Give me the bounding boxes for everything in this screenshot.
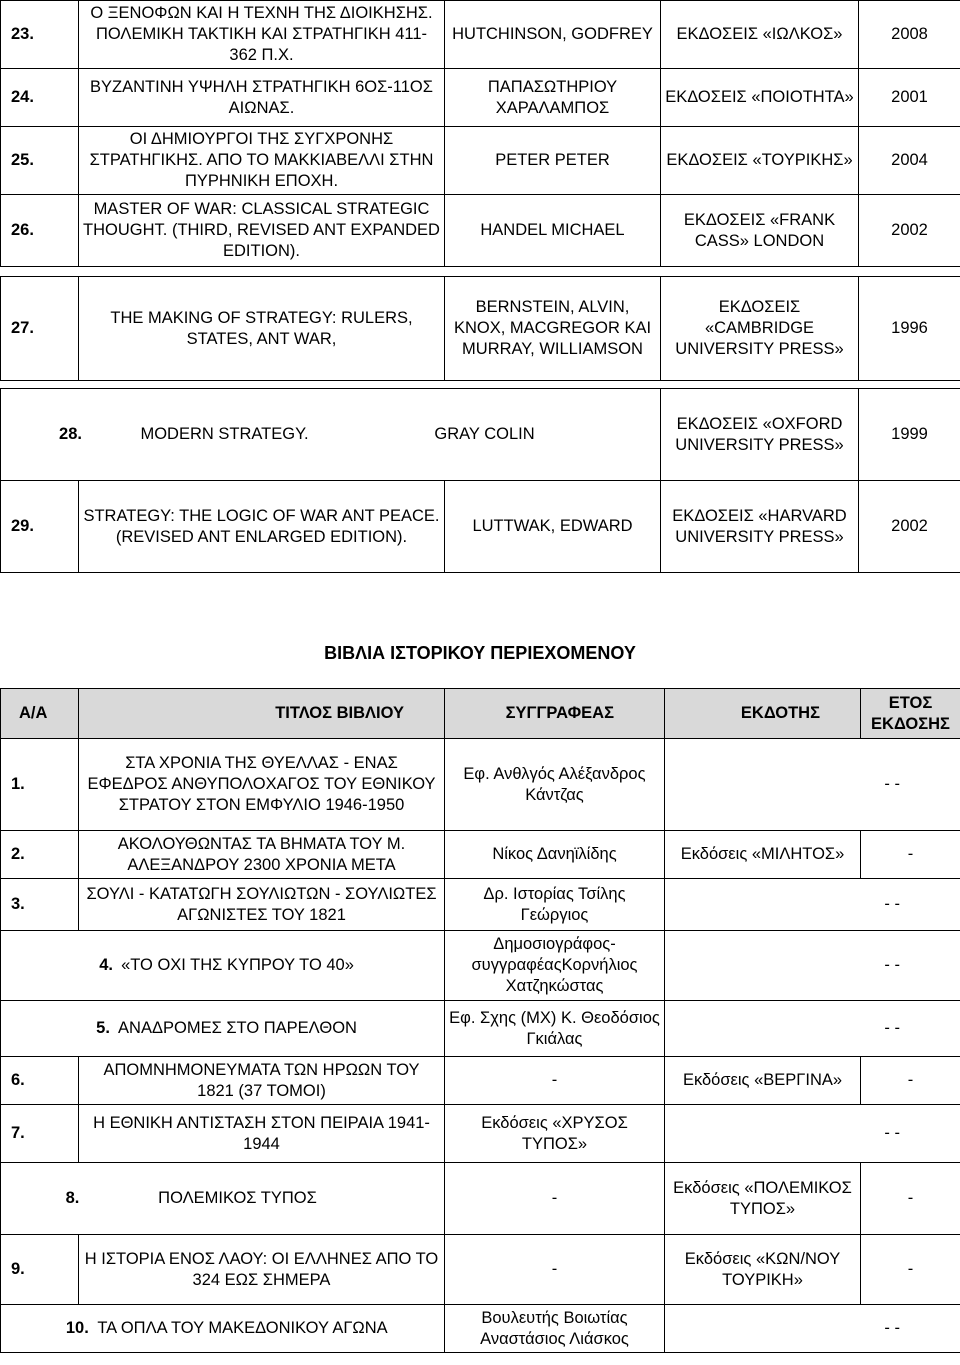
book-title: Η ΕΘΝΙΚΗ ΑΝΤΙΣΤΑΣΗ ΣΤΟΝ ΠΕΙΡΑΙΑ 1941-1944: [79, 1105, 445, 1163]
strategy-books-table-rows28-29: [0, 388, 960, 573]
row-number: 7.: [1, 1105, 79, 1163]
book-year: -: [894, 956, 900, 974]
book-title: MASTER OF WAR: CLASSICAL STRATEGIC THOUGHT. (THIRD, REVISED ANT EXPANDED EDITION).: [79, 195, 445, 267]
row-number: 6.: [1, 1057, 79, 1105]
table-row: [1, 1163, 960, 1235]
book-title: MODERN STRATEGY.: [140, 425, 309, 443]
book-year: -: [861, 1057, 960, 1105]
book-publisher: Εκδόσεις «ΚΩΝ/ΝΟΥ ΤΟΥΡΙΚΗ»: [665, 1235, 861, 1305]
row-8-combined: [1, 1163, 445, 1235]
book-publisher: Εκδόσεις «ΠΟΛΕΜΙΚΟΣ ΤΥΠΟΣ»: [665, 1163, 861, 1235]
book-author: Εκδόσεις «ΧΡΥΣΟΣ ΤΥΠΟΣ»: [445, 1105, 665, 1163]
strategy-books-table-top: [0, 0, 960, 267]
book-year: -: [861, 1235, 960, 1305]
book-title: ΑΠΟΜΝΗΜΟΝΕΥΜΑΤΑ ΤΩΝ ΗΡΩΩΝ ΤΟΥ 1821 (37 ΤΟΜΟΙ): [79, 1057, 445, 1105]
table-row: [1, 277, 960, 381]
book-year: -: [894, 1019, 900, 1037]
book-author: BERNSTEIN, ALVIN, KNOX, MACGREGOR ΚΑΙ MURRAY, WILLIAMSON: [445, 277, 661, 381]
book-author: HANDEL MICHAEL: [445, 195, 661, 267]
row-number: 2.: [1, 831, 79, 879]
book-author: Δημοσιογράφος-συγγραφέαςΚορνήλιος Χατζηκώστας: [445, 931, 665, 1001]
history-books-table: [0, 688, 960, 1353]
book-publisher: ΕΚΔΟΣΕΙΣ «ΙΩΛΚΟΣ»: [661, 1, 859, 69]
table-row: [1, 69, 960, 127]
book-title: ΠΟΛΕΜΙΚΟΣ ΤΥΠΟΣ: [158, 1189, 317, 1207]
book-author: LUTTWAK, EDWARD: [445, 481, 661, 573]
table-row: [1, 1235, 960, 1305]
row-number: 25.: [1, 127, 79, 195]
book-publisher: ΕΚΔΟΣΕΙΣ «HARVARD UNIVERSITY PRESS»: [661, 481, 859, 573]
book-year: 2002: [859, 481, 960, 573]
book-publisher-year: [665, 879, 960, 931]
table-row: [1, 1105, 960, 1163]
book-title: STRATEGY: THE LOGIC OF WAR ANT PEACE. (REVISED ANT ENLARGED EDITION).: [79, 481, 445, 573]
table-row: [1, 739, 960, 831]
book-publisher: Εκδόσεις «ΜΙΛΗΤΟΣ»: [665, 831, 861, 879]
book-title: ΤΑ ΟΠΛΑ ΤΟΥ ΜΑΚΕΔΟΝΙΚΟΥ ΑΓΩΝΑ: [97, 1319, 388, 1337]
row-number: 24.: [1, 69, 79, 127]
book-title: ΑΚΟΛΟΥΘΩΝΤΑΣ ΤΑ ΒΗΜΑΤΑ ΤΟΥ Μ. ΑΛΕΞΑΝΔΡΟΥ 2300 ΧΡΟΝΙΑ ΜΕΤΑ: [79, 831, 445, 879]
book-publisher: -: [884, 1019, 890, 1037]
header-title: ΤΙΤΛΟΣ ΒΙΒΛΙΟΥ: [79, 689, 445, 739]
row-number: 23.: [1, 1, 79, 69]
table-row: [1, 831, 960, 879]
row-number: 1.: [1, 739, 79, 831]
book-title: ΒΥΖΑΝΤΙΝΗ ΥΨΗΛΗ ΣΤΡΑΤΗΓΙΚΗ 6ΟΣ-11ΟΣ ΑΙΩΝΑΣ.: [79, 69, 445, 127]
row-number: 5.: [96, 1019, 110, 1037]
header-num: Α/Α: [1, 689, 79, 739]
book-publisher: ΕΚΔΟΣΕΙΣ «ΠΟΙΟΤΗΤΑ»: [661, 69, 859, 127]
book-year: -: [894, 775, 900, 793]
book-author: -: [445, 1057, 665, 1105]
book-publisher-year: [665, 739, 960, 831]
book-author: GRAY COLIN: [434, 425, 535, 443]
book-year: 2004: [859, 127, 960, 195]
book-publisher: Εκδόσεις «ΒΕΡΓΙΝΑ»: [665, 1057, 861, 1105]
book-publisher: ΕΚΔΟΣΕΙΣ «CAMBRIDGE UNIVERSITY PRESS»: [661, 277, 859, 381]
header-publisher: ΕΚΔΟΤΗΣ: [665, 689, 861, 739]
book-year: -: [894, 895, 900, 913]
header-author: ΣΥΓΓΡΑΦΕΑΣ: [445, 689, 665, 739]
book-publisher: -: [884, 1319, 890, 1337]
row-10-combined: [1, 1305, 445, 1353]
row-number: 10.: [65, 1319, 89, 1337]
book-title: ΑΝΑΔΡΟΜΕΣ ΣΤΟ ΠΑΡΕΛΘΟΝ: [118, 1019, 357, 1037]
book-publisher: ΕΚΔΟΣΕΙΣ «FRANK CASS» LONDON: [661, 195, 859, 267]
book-title: Η ΙΣΤΟΡΙΑ ΕΝΟΣ ΛΑΟΥ: ΟΙ ΕΛΛΗΝΕΣ ΑΠΟ ΤΟ 324 ΕΩΣ ΣΗΜΕΡΑ: [79, 1235, 445, 1305]
table-header-row: [1, 689, 960, 739]
book-year: 2002: [859, 195, 960, 267]
section-title: ΒΙΒΛΙΑ ΙΣΤΟΡΙΚΟΥ ΠΕΡΙΕΧΟΜΕΝΟΥ: [324, 643, 636, 663]
book-publisher: -: [884, 895, 890, 913]
table-row: [1, 879, 960, 931]
table-row: [1, 931, 960, 1001]
header-year: ΕΤΟΣ ΕΚΔΟΣΗΣ: [861, 689, 960, 739]
table-row: [1, 127, 960, 195]
book-author: -: [445, 1235, 665, 1305]
row-number: 4.: [99, 956, 113, 974]
book-author: Εφ. Ανθλγός Αλέξανδρος Κάντζας: [445, 739, 665, 831]
book-title: ΣΟΥΛΙ - ΚΑΤΑΤΩΓΗ ΣΟΥΛΙΩΤΩΝ - ΣΟΥΛΙΩΤΕΣ ΑΓΩΝΙΣΤΕΣ ΤΟΥ 1821: [79, 879, 445, 931]
row-number: 26.: [1, 195, 79, 267]
book-author: Εφ. Σχης (ΜΧ) Κ. Θεοδόσιος Γκιάλας: [445, 1001, 665, 1057]
table-row: [1, 1001, 960, 1057]
book-year: 1999: [859, 389, 960, 481]
book-publisher: ΕΚΔΟΣΕΙΣ «OXFORD UNIVERSITY PRESS»: [661, 389, 859, 481]
table-row: [1, 1305, 960, 1353]
book-publisher: -: [884, 775, 890, 793]
book-author: ΠΑΠΑΣΩΤΗΡΙΟΥ ΧΑΡΑΛΑΜΠΟΣ: [445, 69, 661, 127]
book-year: 2008: [859, 1, 960, 69]
book-year: -: [861, 1163, 960, 1235]
row-number: 9.: [1, 1235, 79, 1305]
book-publisher: ΕΚΔΟΣΕΙΣ «ΤΟΥΡΙΚΗΣ»: [661, 127, 859, 195]
book-publisher-year: [665, 1105, 960, 1163]
strategy-books-table-row27: [0, 276, 960, 381]
book-year: 1996: [859, 277, 960, 381]
book-author: Βουλευτής Βοιωτίας Αναστάσιος Λιάσκος: [445, 1305, 665, 1353]
book-author: Νίκος Δανηϊλίδης: [445, 831, 665, 879]
table-row: [1, 195, 960, 267]
book-publisher-year: [665, 931, 960, 1001]
book-publisher: -: [884, 1124, 890, 1142]
book-publisher-year: [665, 1001, 960, 1057]
book-year: -: [894, 1124, 900, 1142]
row-28-combined: [1, 389, 661, 481]
row-number: 8.: [65, 1189, 80, 1207]
row-number: 28.: [59, 425, 82, 443]
book-author: HUTCHINSON, GODFREY: [445, 1, 661, 69]
row-number: 3.: [1, 879, 79, 931]
table-row: [1, 1, 960, 69]
book-year: 2001: [859, 69, 960, 127]
row-number: 27.: [1, 277, 79, 381]
book-title: ΟΙ ΔΗΜΙΟΥΡΓΟΙ ΤΗΣ ΣΥΓΧΡΟΝΗΣ ΣΤΡΑΤΗΓΙΚΗΣ. ΑΠΟ ΤΟ ΜΑΚΚΙΑΒΕΛΛΙ ΣΤΗΝ ΠΥΡΗΝΙΚΗ ΕΠΟΧΗ.: [79, 127, 445, 195]
book-author: -: [445, 1163, 665, 1235]
book-publisher: -: [884, 956, 890, 974]
book-year: -: [861, 831, 960, 879]
table-row: [1, 481, 960, 573]
book-title: Ο ΞΕΝΟΦΩΝ ΚΑΙ Η ΤΕΧΝΗ ΤΗΣ ΔΙΟΙΚΗΣΗΣ. ΠΟΛΕΜΙΚΗ ΤΑΚΤΙΚΗ ΚΑΙ ΣΤΡΑΤΗΓΙΚΗ 411-362 Π.Χ.: [79, 1, 445, 69]
table-row: [1, 1057, 960, 1105]
book-year: -: [894, 1319, 900, 1337]
book-publisher-year: [665, 1305, 960, 1353]
book-author: PETER PETER: [445, 127, 661, 195]
book-author: Δρ. Ιστορίας Τσίλης Γεώργιος: [445, 879, 665, 931]
row-5-combined: [1, 1001, 445, 1057]
book-title: THE MAKING OF STRATEGY: RULERS, STATES, ANT WAR,: [79, 277, 445, 381]
row-number: 29.: [1, 481, 79, 573]
table-row: [1, 389, 960, 481]
book-title: ΣΤΑ ΧΡΟΝΙΑ ΤΗΣ ΘΥΕΛΛΑΣ - ΕΝΑΣ ΕΦΕΔΡΟΣ ΑΝΘΥΠΟΛΟΧΑΓΟΣ ΤΟΥ ΕΘΝΙΚΟΥ ΣΤΡΑΤΟΥ ΣΤΟΝ ΕΜΦΥΛΙΟ 1946-1950: [79, 739, 445, 831]
book-title: «ΤΟ ΟΧΙ ΤΗΣ ΚΥΠΡΟΥ ΤΟ 40»: [121, 956, 354, 974]
row-4-combined: [1, 931, 445, 1001]
